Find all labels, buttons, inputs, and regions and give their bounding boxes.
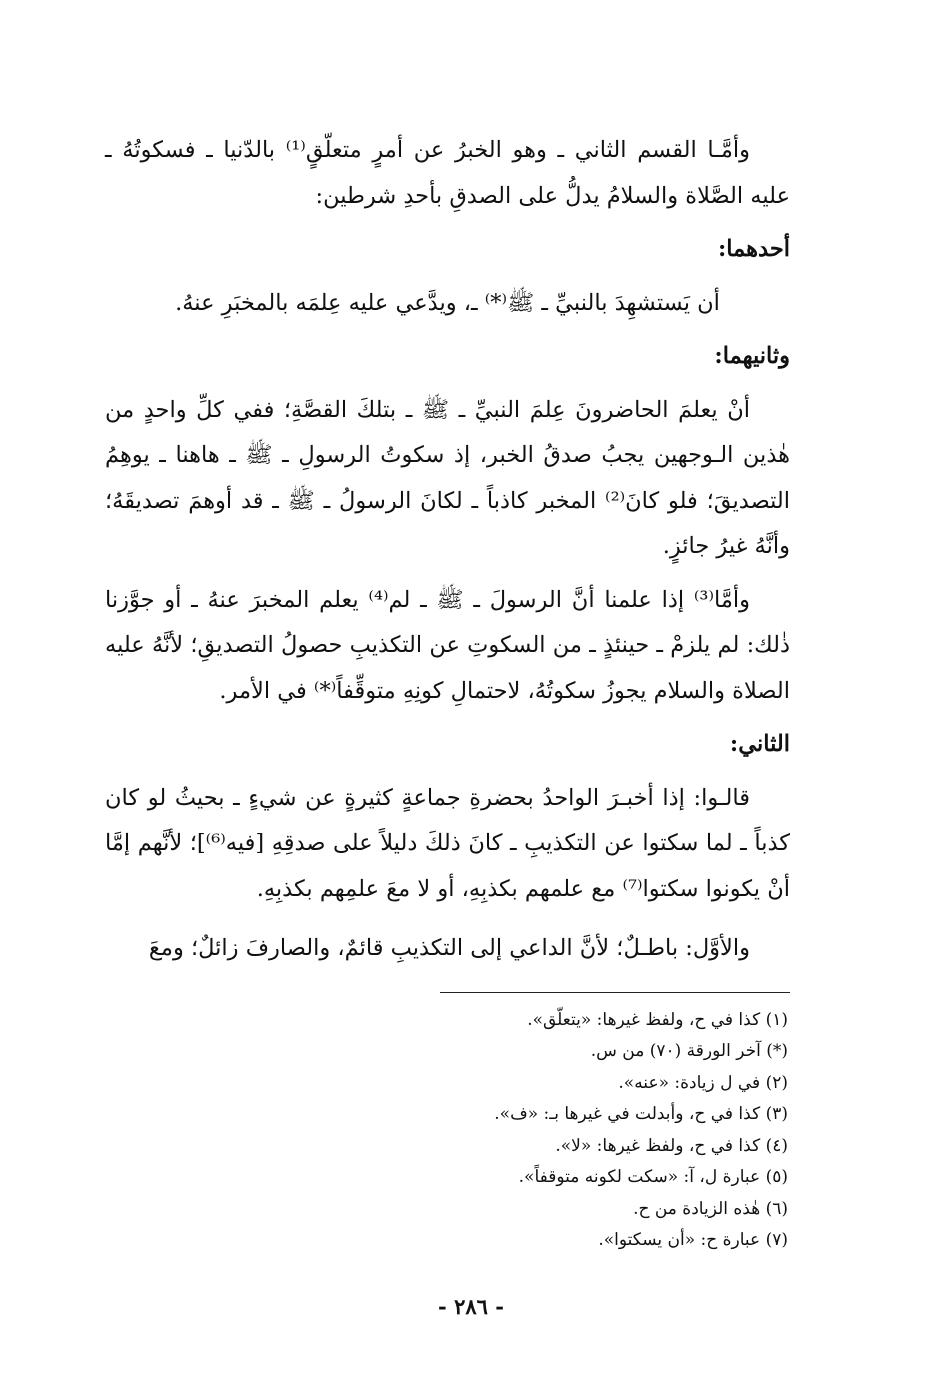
footnote-text: (١) كذا في ح، ولفظ غيرها: «يتعلّق». bbox=[527, 1009, 788, 1030]
heading-second-condition: وثانيهما: bbox=[714, 343, 790, 369]
footnote-item bbox=[105, 1005, 790, 1037]
paragraph-unknown-case: وأمَّا⁽³⁾ إذا علمنا أنَّ الرسولَ ـ ﷺ ـ لم⁽⁴⁾ يعلم المخبرَ عنهُ ـ أو جوَّزنا ذٰلك: لم يلزمْ ـ حينئذٍ ـ من السكوتِ عن التكذيبِ حصولُ التصديقِ؛ لأنَّهُ عليه الصلاة والسلام يجوزُ سكوتُهُ، لاحتمالِ كونِهِ متوقِّفاً⁽*⁾ في الأمر. bbox=[105, 586, 790, 704]
paragraph-second-section-intro: وأمَّـا القسم الثاني ـ وهو الخبرُ عن أمرٍ متعلّقٍ⁽¹⁾ بالدّنيا ـ فسكوتُهُ ـ عليه الصَّلاة والسلامُ يدلُّ على الصدقِ بأحدِ شرطين: bbox=[105, 137, 790, 209]
footnote-item bbox=[105, 1068, 790, 1100]
footnote-item bbox=[105, 1225, 790, 1257]
footnote-item bbox=[105, 1036, 790, 1068]
footnote-item bbox=[105, 1131, 790, 1163]
paragraph-group-testimony: قالـوا: إذا أخبـرَ الواحدُ بحضرةِ جماعةٍ كثيرةٍ عن شيءٍ ـ بحيثُ لو كان كذباً ـ لما سكتوا عن التكذيبِ ـ كانَ ذلكَ دليلاً على صدقِهِ [فيه⁽⁶⁾]؛ لأنَّهم إمَّا أنْ يكونوا سكتوا⁽⁷⁾ مع علمهم بكذبِهِ، أو لا معَ علمِهم بكذبِهِ. bbox=[105, 784, 790, 902]
footnote-text: (٥) عبارة ل، آ: «سكت لكونه متوقفاً». bbox=[518, 1167, 788, 1187]
footnote-text: (٣) كذا في ح، وأبدلت في غيرها بـ: «ف». bbox=[494, 1104, 788, 1124]
main-text bbox=[105, 128, 790, 972]
footnote-divider bbox=[440, 992, 790, 993]
paragraph-first-condition: أن يَستشهِدَ بالنبيِّ ـ ﷺ⁽*⁾ ـ، ويدَّعي عليه عِلمَه بالمخبَرِ عنهُ. bbox=[175, 289, 720, 316]
footnote-item bbox=[105, 1162, 790, 1194]
footnote-item bbox=[105, 1099, 790, 1131]
heading-second-argument: الثاني: bbox=[729, 731, 790, 757]
footnote-item bbox=[105, 1194, 790, 1226]
paragraph-first-option: والأوَّل: باطـلٌ؛ لأنَّ الداعي إلى التكذيبِ قائمٌ، والصارفَ زائلٌ؛ ومعَ bbox=[148, 935, 750, 961]
paragraph-second-condition: أنْ يعلمَ الحاضرونَ عِلمَ النبيِّ ـ ﷺ ـ بتلكَ القصَّةِ؛ ففي كلِّ واحدٍ من هٰذين الـوجهين يجبُ صدقُ الخبر، إذ سكوتُ الرسولِ ـ ﷺ ـ هاهنا ـ يوهِمُ التصديقَ؛ فلو كانَ⁽²⁾ المخبر كاذباً ـ لكانَ الرسولُ ـ ﷺ ـ قد أوهمَ تصديقَهُ؛ وأنَّهُ غيرُ جائزٍ. bbox=[105, 396, 790, 559]
footnote-text: (٦) هٰذه الزيادة من ح. bbox=[633, 1198, 788, 1219]
heading-first-condition: أحدهما: bbox=[717, 236, 790, 262]
footnote-text: (٧) عبارة ح: «أن يسكتوا». bbox=[598, 1230, 788, 1250]
footnote-text: (*) آخر الورقة (٧٠) من س. bbox=[590, 1041, 788, 1061]
page-number: - ٢٨٦ - bbox=[438, 1294, 504, 1319]
footnote-text: (٢) في ل زيادة: «عنه». bbox=[618, 1072, 788, 1093]
footnote-text: (٤) كذا في ح، ولفظ غيرها: «لا». bbox=[555, 1135, 788, 1156]
footnotes-list bbox=[105, 1005, 790, 1257]
